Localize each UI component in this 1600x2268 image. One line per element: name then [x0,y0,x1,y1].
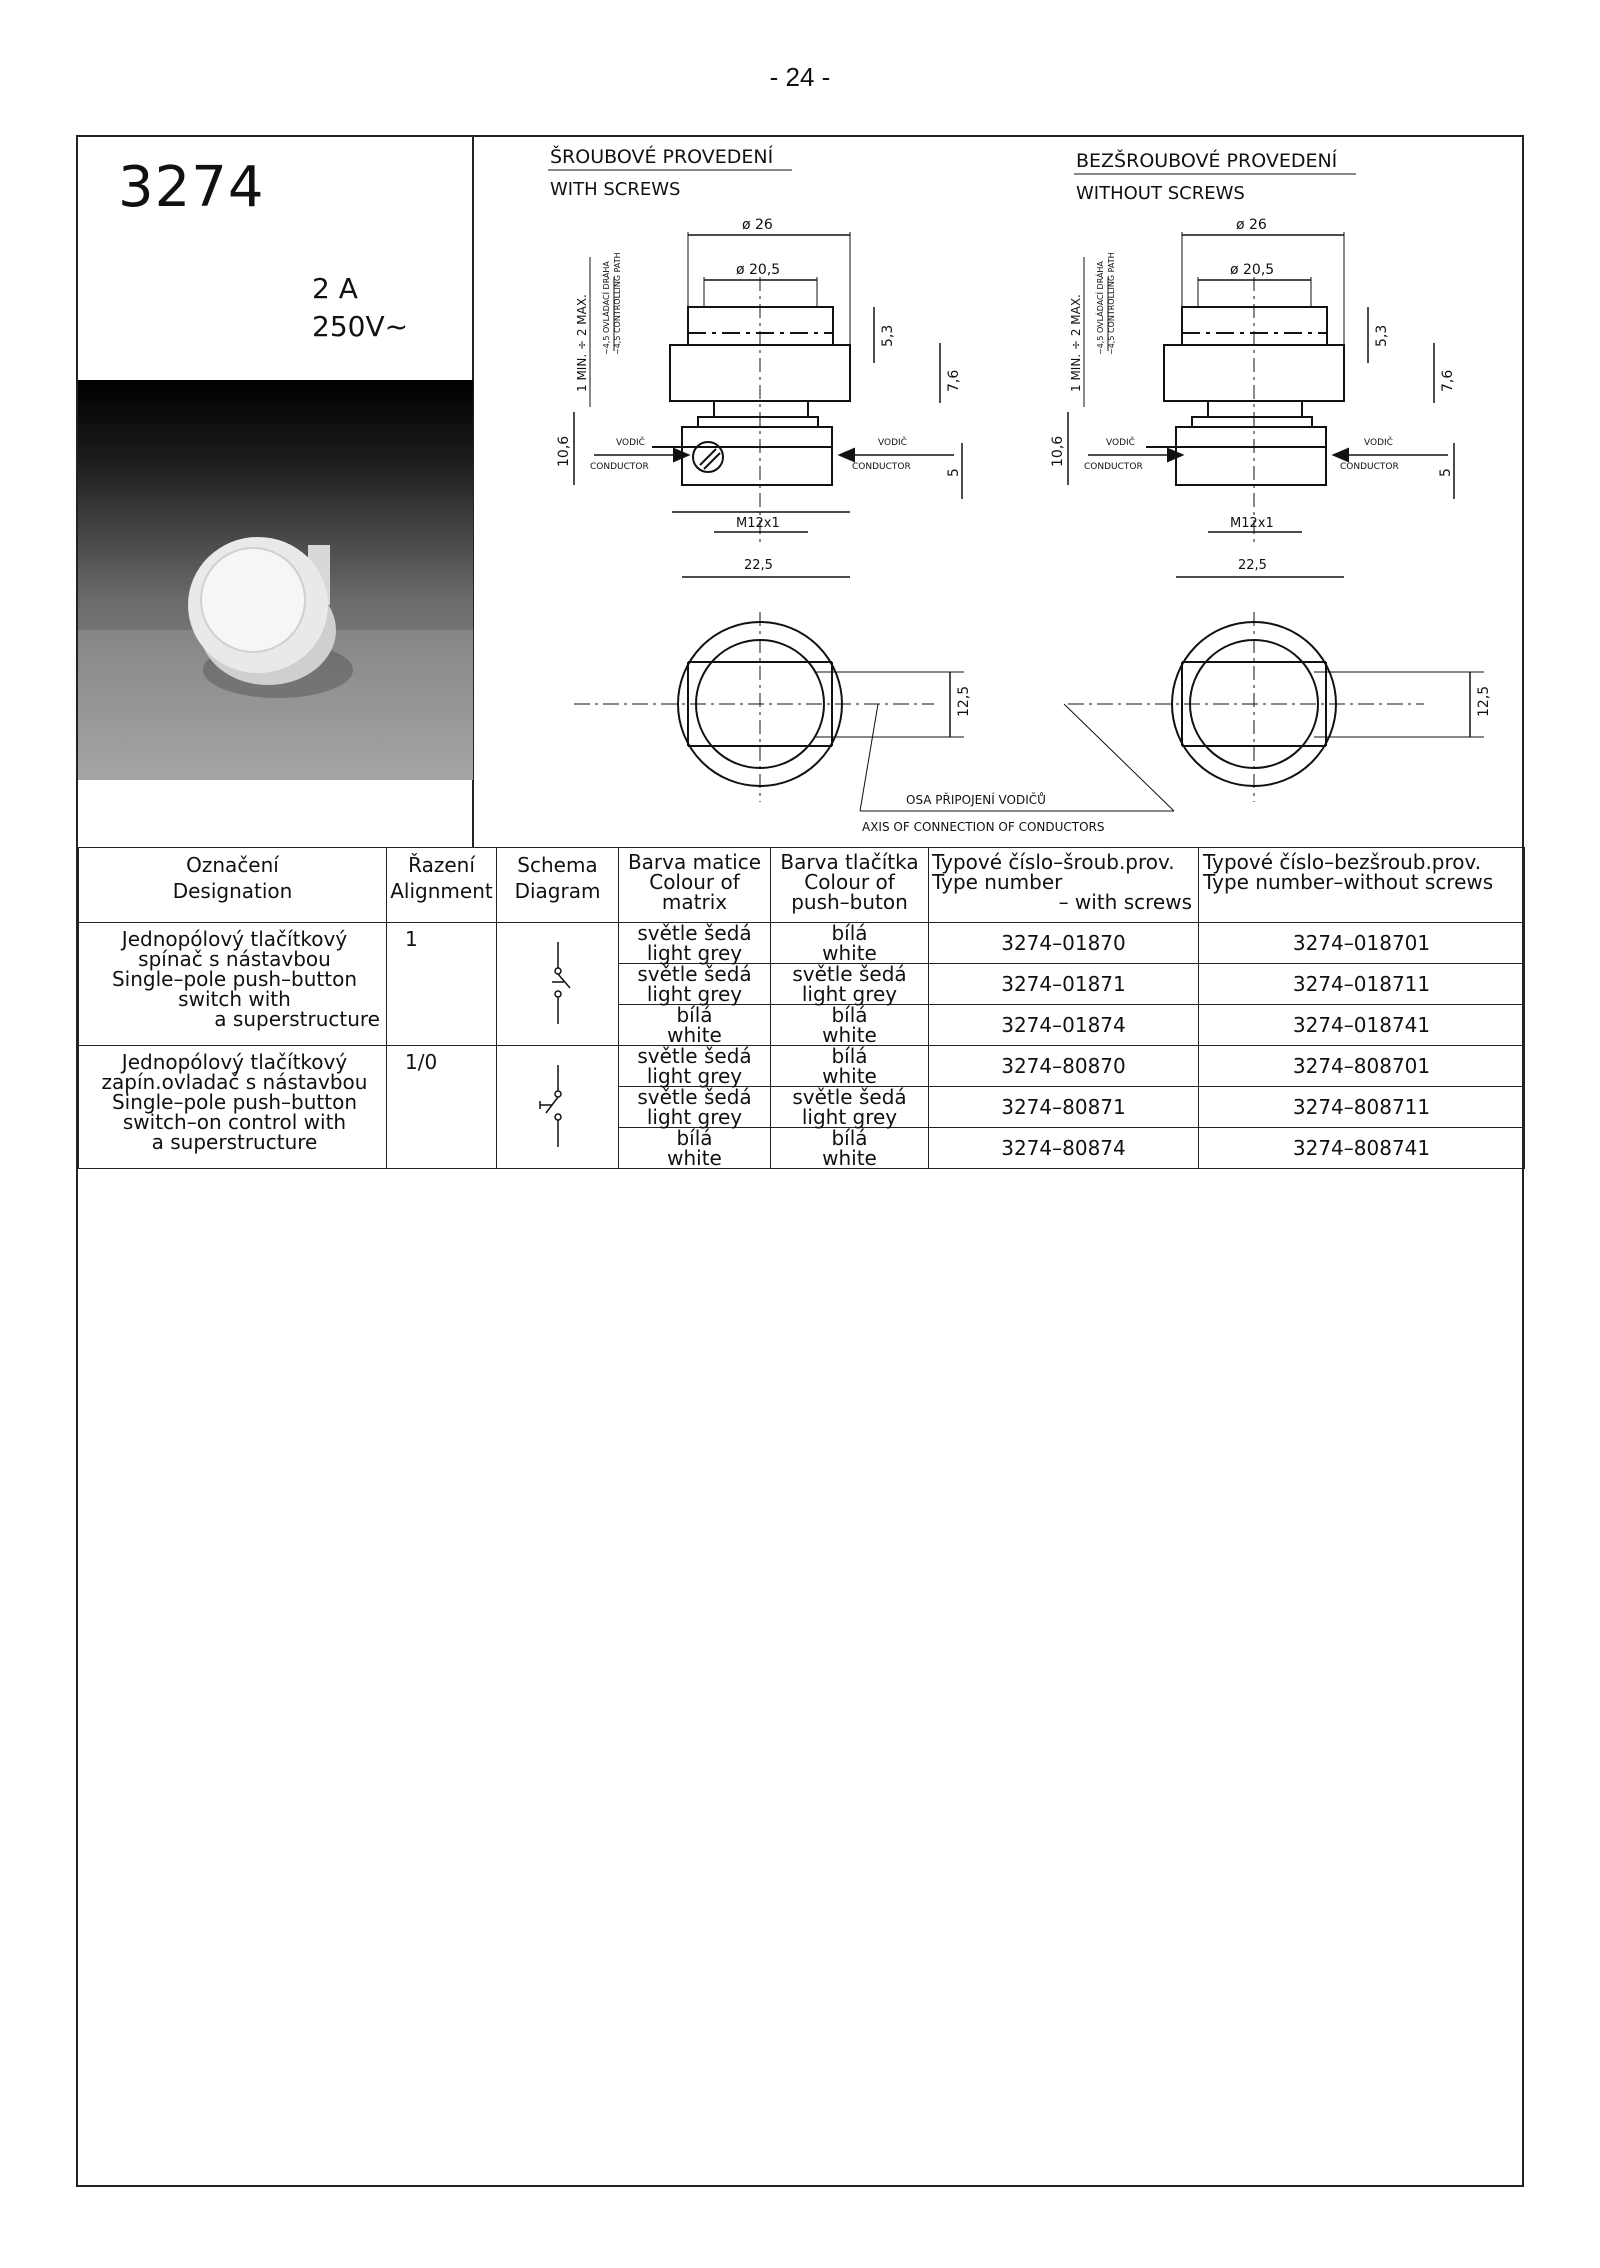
travel-cz-right: ~4,5 OVLÁDACÍ DRÁHA [1096,261,1105,355]
button-color: bílá white [771,1128,929,1169]
dim-5-right: 5 [1438,468,1454,477]
conductor-left-2: CONDUCTOR [852,462,911,472]
page-number: - 24 - [769,62,831,92]
travel-en-right: ~4,5 CONTROLLING PATH [1107,252,1116,355]
type-number-screws: 3274–01874 [929,1005,1199,1046]
vodic-left-1: VODIČ [616,438,645,448]
button-color: světle šedá light grey [771,1087,929,1128]
conductor-right-2: CONDUCTOR [1340,462,1399,472]
side-text-left: 1 MIN. ÷ 2 MAX. [575,294,589,392]
type-number-noscrews: 3274–018741 [1199,1005,1525,1046]
type-number-noscrews: 3274–808711 [1199,1087,1525,1128]
type-number-screws: 3274–01870 [929,923,1199,964]
header-alignment: Řazení Alignment [387,848,497,923]
with-screws-title-cz: ŠROUBOVÉ PROVEDENÍ [550,146,774,168]
dim-26-left: ø 26 [742,217,773,233]
rating-current: 2 A [312,272,358,305]
type-number-noscrews: 3274–808741 [1199,1128,1525,1169]
travel-cz-left: ~4,5 OVLÁDACÍ DRÁHA [602,261,611,355]
technical-drawing [474,137,1522,845]
vodic-left-2: VODIČ [878,438,907,448]
alignment-cell: 1 [387,923,497,1046]
dim-7-6-right: 7,6 [1440,369,1456,392]
spec-table [78,847,1525,1169]
matrix-color: světle šedá light grey [619,964,771,1005]
conductor-right-1: CONDUCTOR [1084,462,1143,472]
table-row [79,1046,1525,1087]
header-matrix: Barva matice Colour of matrix [619,848,771,923]
type-number-noscrews: 3274–808701 [1199,1046,1525,1087]
type-number-screws: 3274–01871 [929,964,1199,1005]
matrix-color: světle šedá light grey [619,1087,771,1128]
type-number-noscrews: 3274–018711 [1199,964,1525,1005]
button-color: světle šedá light grey [771,964,929,1005]
travel-en-left: ~4,5 CONTROLLING PATH [613,252,622,355]
dim-5-3-right: 5,3 [1374,324,1390,347]
dim-10-6-left: 10,6 [556,435,572,467]
table-header-row [79,848,1525,923]
button-color: bílá white [771,923,929,964]
axis-label-cz: OSA PŘIPOJENÍ VODIČŮ [906,793,1046,807]
dim-5-3-left: 5,3 [880,324,896,347]
dim-22-5-left: 22,5 [744,558,773,573]
dim-m12-right: M12x1 [1230,516,1274,531]
matrix-color: světle šedá light grey [619,923,771,964]
dim-5-left: 5 [946,468,962,477]
without-screws-title-en: WITHOUT SCREWS [1076,183,1245,204]
dim-10-6-right: 10,6 [1050,435,1066,467]
type-number-screws: 3274–80871 [929,1087,1199,1128]
vodic-right-2: VODIČ [1364,438,1393,448]
dim-12-5-left: 12,5 [956,685,972,717]
designation-cell: Jednopólový tlačítkový spínač s nástavbou Single–pole push–button switch with a superstructure [79,923,387,1046]
matrix-color: bílá white [619,1128,771,1169]
type-number-screws: 3274–80870 [929,1046,1199,1087]
dim-m12-left: M12x1 [736,516,780,531]
matrix-color: bílá white [619,1005,771,1046]
alignment-cell: 1/0 [387,1046,497,1169]
switch-diagram-on [497,1046,619,1169]
switch-diagram-no [497,923,619,1046]
vodic-right-1: VODIČ [1106,438,1135,448]
dim-26-right: ø 26 [1236,217,1267,233]
header-type-screws: Typové číslo–šroub.prov. Type number – with screws [929,848,1199,923]
header-button: Barva tlačítka Colour of push–buton [771,848,929,923]
header-type-noscrews: Typové číslo–bezšroub.prov. Type number–without screws [1199,848,1525,923]
button-color: bílá white [771,1046,929,1087]
rating-voltage: 250V~ [312,310,409,343]
dim-20-5-left: ø 20,5 [736,262,781,278]
product-photo [78,380,473,780]
table-row [79,923,1525,964]
type-number-noscrews: 3274–018701 [1199,923,1525,964]
designation-cell: Jednopólový tlačítkový zapín.ovladač s nástavbou Single–pole push–button switch–on control with a superstructure [79,1046,387,1169]
with-screws-title-en: WITH SCREWS [550,179,681,200]
type-number-screws: 3274–80874 [929,1128,1199,1169]
dim-20-5-right: ø 20,5 [1230,262,1275,278]
header-diagram: Schema Diagram [497,848,619,923]
header-designation: Označení Designation [79,848,387,923]
conductor-left-1: CONDUCTOR [590,462,649,472]
dim-12-5-right: 12,5 [1476,685,1492,717]
dim-22-5-right: 22,5 [1238,558,1267,573]
model-number: 3274 [118,155,265,220]
side-text-right: 1 MIN. ÷ 2 MAX. [1069,294,1083,392]
axis-label-en: AXIS OF CONNECTION OF CONDUCTORS [862,820,1105,834]
button-color: bílá white [771,1005,929,1046]
matrix-color: světle šedá light grey [619,1046,771,1087]
dim-7-6-left: 7,6 [946,369,962,392]
without-screws-title-cz: BEZŠROUBOVÉ PROVEDENÍ [1076,150,1338,172]
